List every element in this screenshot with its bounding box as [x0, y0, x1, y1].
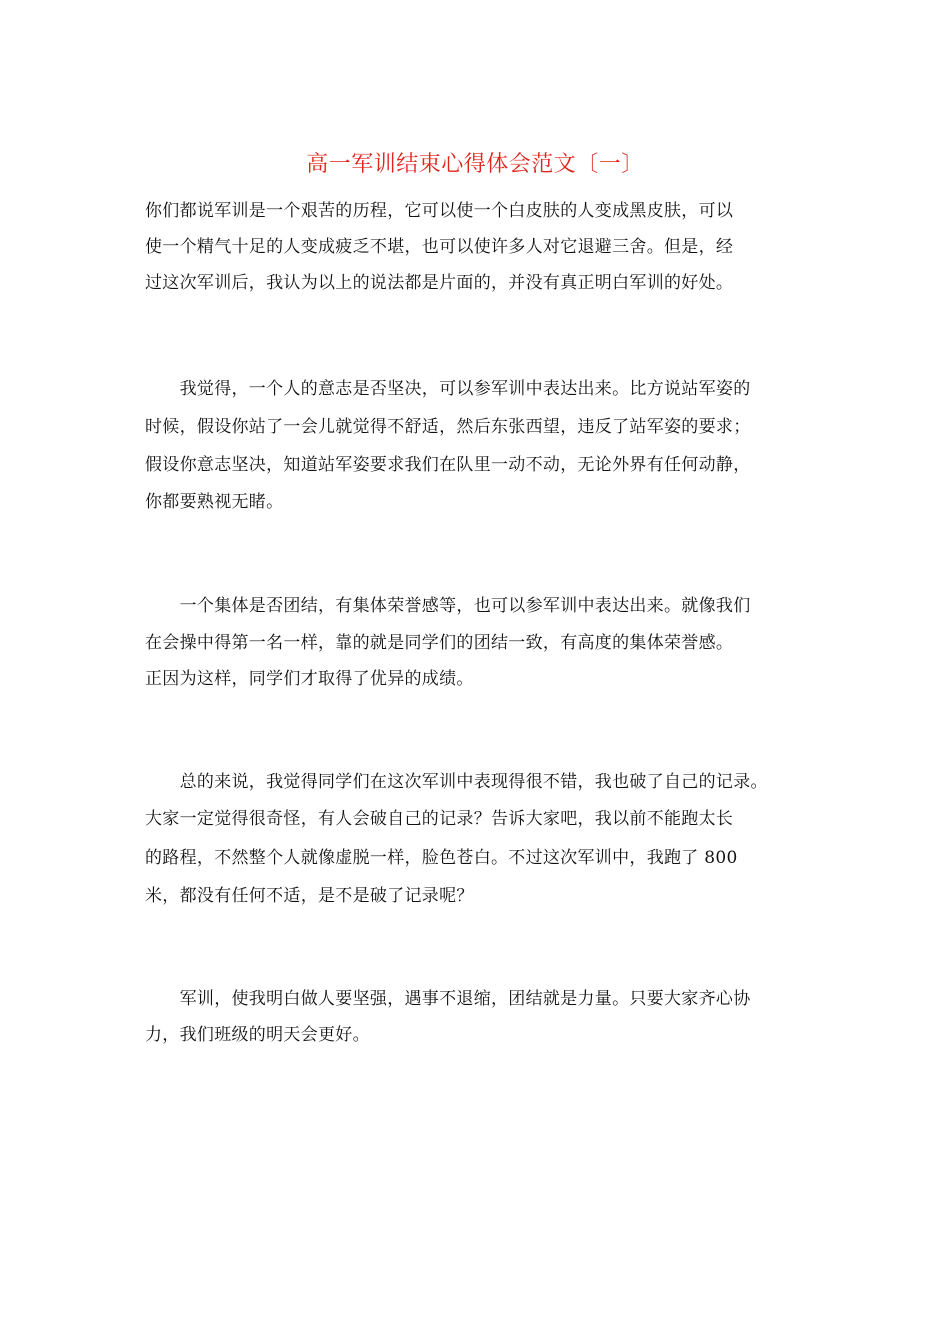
paragraph-4-line-3: 的路程，不然整个人就像虚脱一样，脸色苍白。不过这次军训中，我跑了 800: [145, 848, 738, 868]
paragraph-2-line-1: 我觉得，一个人的意志是否坚决，可以参军训中表达出来。比方说站军姿的: [145, 379, 751, 399]
paragraph-2-line-3: 假设你意志坚决，知道站军姿要求我们在队里一动不动，无论外界有任何动静，: [145, 455, 751, 475]
paragraph-3-line-2: 在会操中得第一名一样，靠的就是同学们的团结一致，有高度的集体荣誉感。: [145, 633, 734, 653]
paragraph-1-line-1: 你们都说军训是一个艰苦的历程，它可以使一个白皮肤的人变成黑皮肤，可以: [145, 201, 734, 221]
paragraph-4-line-2: 大家一定觉得很奇怪，有人会破自己的记录？告诉大家吧，我以前不能跑太长: [145, 809, 734, 829]
paragraph-5-line-2: 力，我们班级的明天会更好。: [145, 1025, 370, 1045]
paragraph-4-line-4: 米，都没有任何不适，是不是破了记录呢？: [145, 886, 474, 906]
paragraph-1-line-3: 过这次军训后，我认为以上的说法都是片面的，并没有真正明白军训的好处。: [145, 273, 734, 293]
paragraph-4-line-1: 总的来说，我觉得同学们在这次军训中表现得很不错，我也破了自己的记录。: [145, 772, 768, 792]
paragraph-3-line-3: 正因为这样，同学们才取得了优异的成绩。: [145, 669, 474, 689]
paragraph-2-line-4: 你都要熟视无睹。: [145, 492, 284, 512]
document-title: 高一军训结束心得体会范文〔一〕: [306, 152, 644, 177]
paragraph-3-line-1: 一个集体是否团结，有集体荣誉感等，也可以参军训中表达出来。就像我们: [145, 596, 751, 616]
paragraph-2-line-2: 时候，假设你站了一会儿就觉得不舒适，然后东张西望，违反了站军姿的要求；: [145, 417, 751, 437]
paragraph-5-line-1: 军训，使我明白做人要坚强，遇事不退缩，团结就是力量。只要大家齐心协: [145, 989, 751, 1009]
paragraph-1-line-2: 使一个精气十足的人变成疲乏不堪，也可以使许多人对它退避三舍。但是，经: [145, 237, 734, 257]
